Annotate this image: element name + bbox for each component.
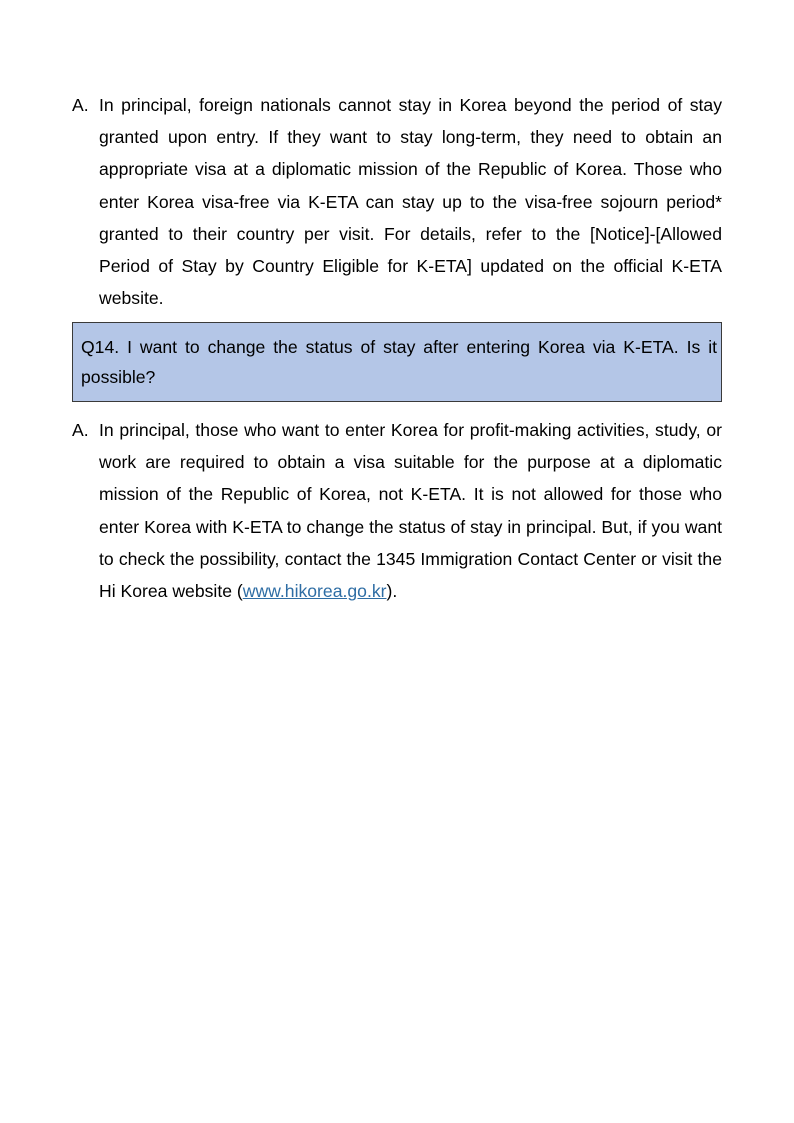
answer-14-marker: A. (72, 420, 89, 440)
answer-13 (72, 89, 722, 314)
question-14-box (72, 322, 722, 402)
answer-14-text-before-link: In principal, those who want to enter Korea for profit-making activities, study, or work are required to obtain a visa suitable for the purpose at a diplomatic mission of the Republic of Korea, not K-ETA. It is not allowed for those who enter Korea with K-ETA to change the status of stay in principal. But, if you want to check the possibility, contact the 1345 Immigration Contact Center or visit the Hi Korea website ( (99, 420, 722, 602)
hikorea-website-link[interactable]: www.hikorea.go.kr (242, 581, 387, 602)
answer-14-text-after-link: ). (386, 581, 398, 602)
answer-14 (72, 414, 722, 607)
answer-13-marker: A. (72, 95, 89, 115)
question-14-text: Q14. I want to change the status of stay after entering Korea via K-ETA. Is it possible? (81, 337, 717, 387)
answer-13-text: In principal, foreign nationals cannot stay in Korea beyond the period of stay granted upon entry. If they want to stay long-term, they need to obtain an appropriate visa at a diplomatic mission of the Republic of Korea. Those who enter Korea visa-free via K-ETA can stay up to the visa-free sojourn period* granted to their country per visit. For details, refer to the [Notice]-[Allowed Period of Stay by Country Eligible for K-ETA] updated on the official K-ETA website. (99, 95, 722, 309)
answer-14-text (99, 414, 722, 607)
